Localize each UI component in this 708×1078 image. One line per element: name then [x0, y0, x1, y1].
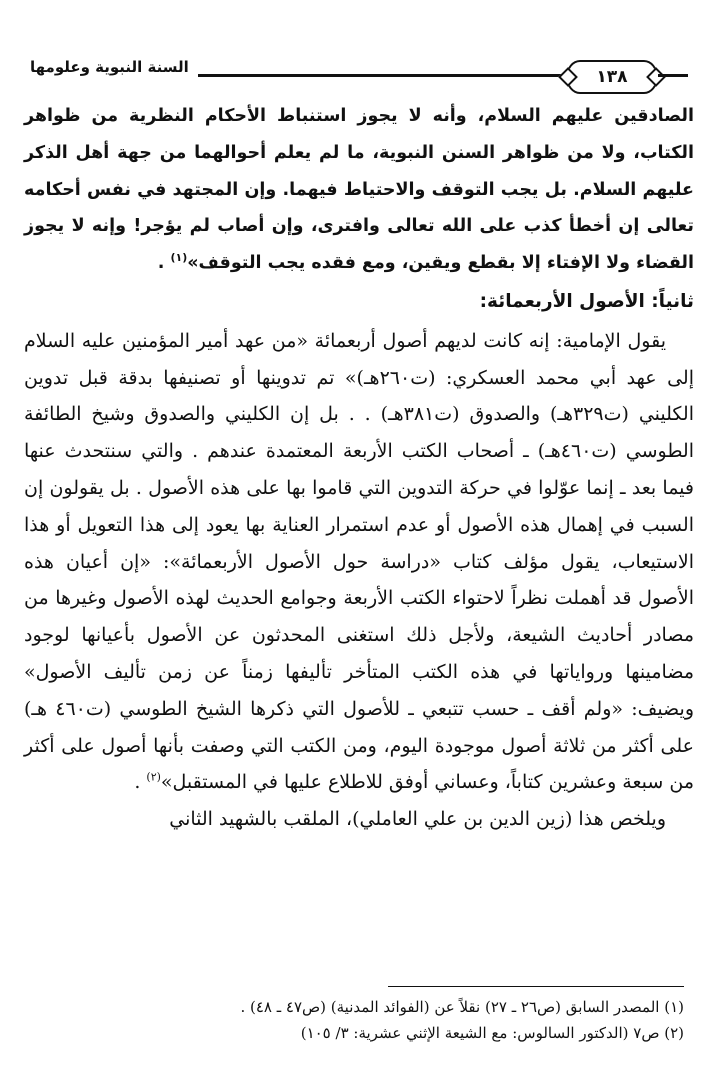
- paragraph-1-text: الصادقين عليهم السلام، وأنه لا يجوز استنباط الأحكام النظرية من ظواهر الكتاب، ولا من ظواهر السنن النبوية، ما لم يعلم أحوالهما من جهة أهل الذكر عليهم السلام. بل يجب التوقف والاحتياط فيهما. وإن المجتهد في نفس أحكامه تعالى إن أخطأ كذب على الله تعالى وافترى، وإن أصاب لم يؤجر! وإنه لا يجوز القضاء ولا الإفتاء إلا بقطع ويقين، ومع فقده يجب التوقف»: [24, 106, 694, 274]
- paragraph-2: [24, 323, 694, 801]
- paragraph-3: ويلخص هذا (زين الدين بن علي العاملي)، الملقب بالشهيد الثاني: [169, 808, 666, 831]
- section-heading: ثانياً: الأصول الأربعمائة:: [479, 290, 694, 312]
- footnote-2: (٢) ص٧ (الدكتور السالوس: مع الشيعة الإثني عشرية: ٣/ ١٠٥): [300, 1024, 684, 1042]
- header-rule-end: [658, 74, 688, 77]
- paragraph-2-end: .: [134, 771, 147, 794]
- footnotes: [24, 994, 684, 1046]
- header-rule: [198, 74, 568, 77]
- footnote-ref-2: (٢): [146, 771, 161, 785]
- footnote-1: (١) المصدر السابق (ص٢٦ ـ ٢٧) نقلاً عن (الفوائد المدنية) (ص٤٧ ـ ٤٨) .: [240, 998, 684, 1016]
- footnote-divider: [388, 986, 684, 987]
- paragraph-1-end: .: [157, 253, 171, 274]
- paragraph-1: [24, 98, 694, 282]
- running-header: [20, 52, 688, 96]
- footnote-ref-1: (١): [170, 251, 188, 265]
- page-number: ١٣٨: [566, 60, 658, 94]
- page-body: [24, 98, 694, 838]
- paragraph-2-text: يقول الإمامية: إنه كانت لديهم أصول أربعمائة «من عهد أمير المؤمنين عليه السلام إلى عهد أبي محمد العسكري: (ت٢٦٠هـ)» تم تدوينها أو تصنيفها بدقة قبل تدوين الكليني (ت٣٢٩هـ) والصدوق (ت٣٨١هـ) . . بل إن الكليني والصدوق وشيخ الطائفة الطوسي (ت٤٦٠هـ) ـ أصحاب الكتب الأربعة المعتمدة عندهم . والتي سنتحدث عنها فيما بعد ـ إنما عوّلوا في حركة التدوين التي قاموا بها على هذه الأصول . بل يقولون إن السبب في إهمال هذه الأصول أو عدم استمرار العناية بها يعود إلى هذا التعويل أو هذا الاستيعاب، يقول مؤلف كتاب «دراسة حول الأصول الأربعمائة»: «إن أعيان هذه الأصول قد أهملت نظراً لاحتواء الكتب الأربعة وجوامع الحديث لهذه الأصول وغيرها من مصادر أحاديث الشيعة، ولأجل ذلك استغنى المحدثون عن الأصول بأعيانها لوجود مضامينها ورواياتها في هذه الكتب المتأخر تأليفها زمناً عن زمن تأليف الأصول» ويضيف: «ولم أقف ـ حسب تتبعي ـ للأصول التي ذكرها الشيخ الطوسي (ت٤٦٠ هـ) على أكثر من ثلاثة أصول موجودة اليوم، ومن الكتب التي وصفت بأنها أصول على أكثر من سبعة وعشرين كتاباً، وعساني أوفق للاطلاع عليها في المستقبل»: [24, 329, 694, 794]
- book-title: السنة النبوية وعلومها: [30, 58, 189, 76]
